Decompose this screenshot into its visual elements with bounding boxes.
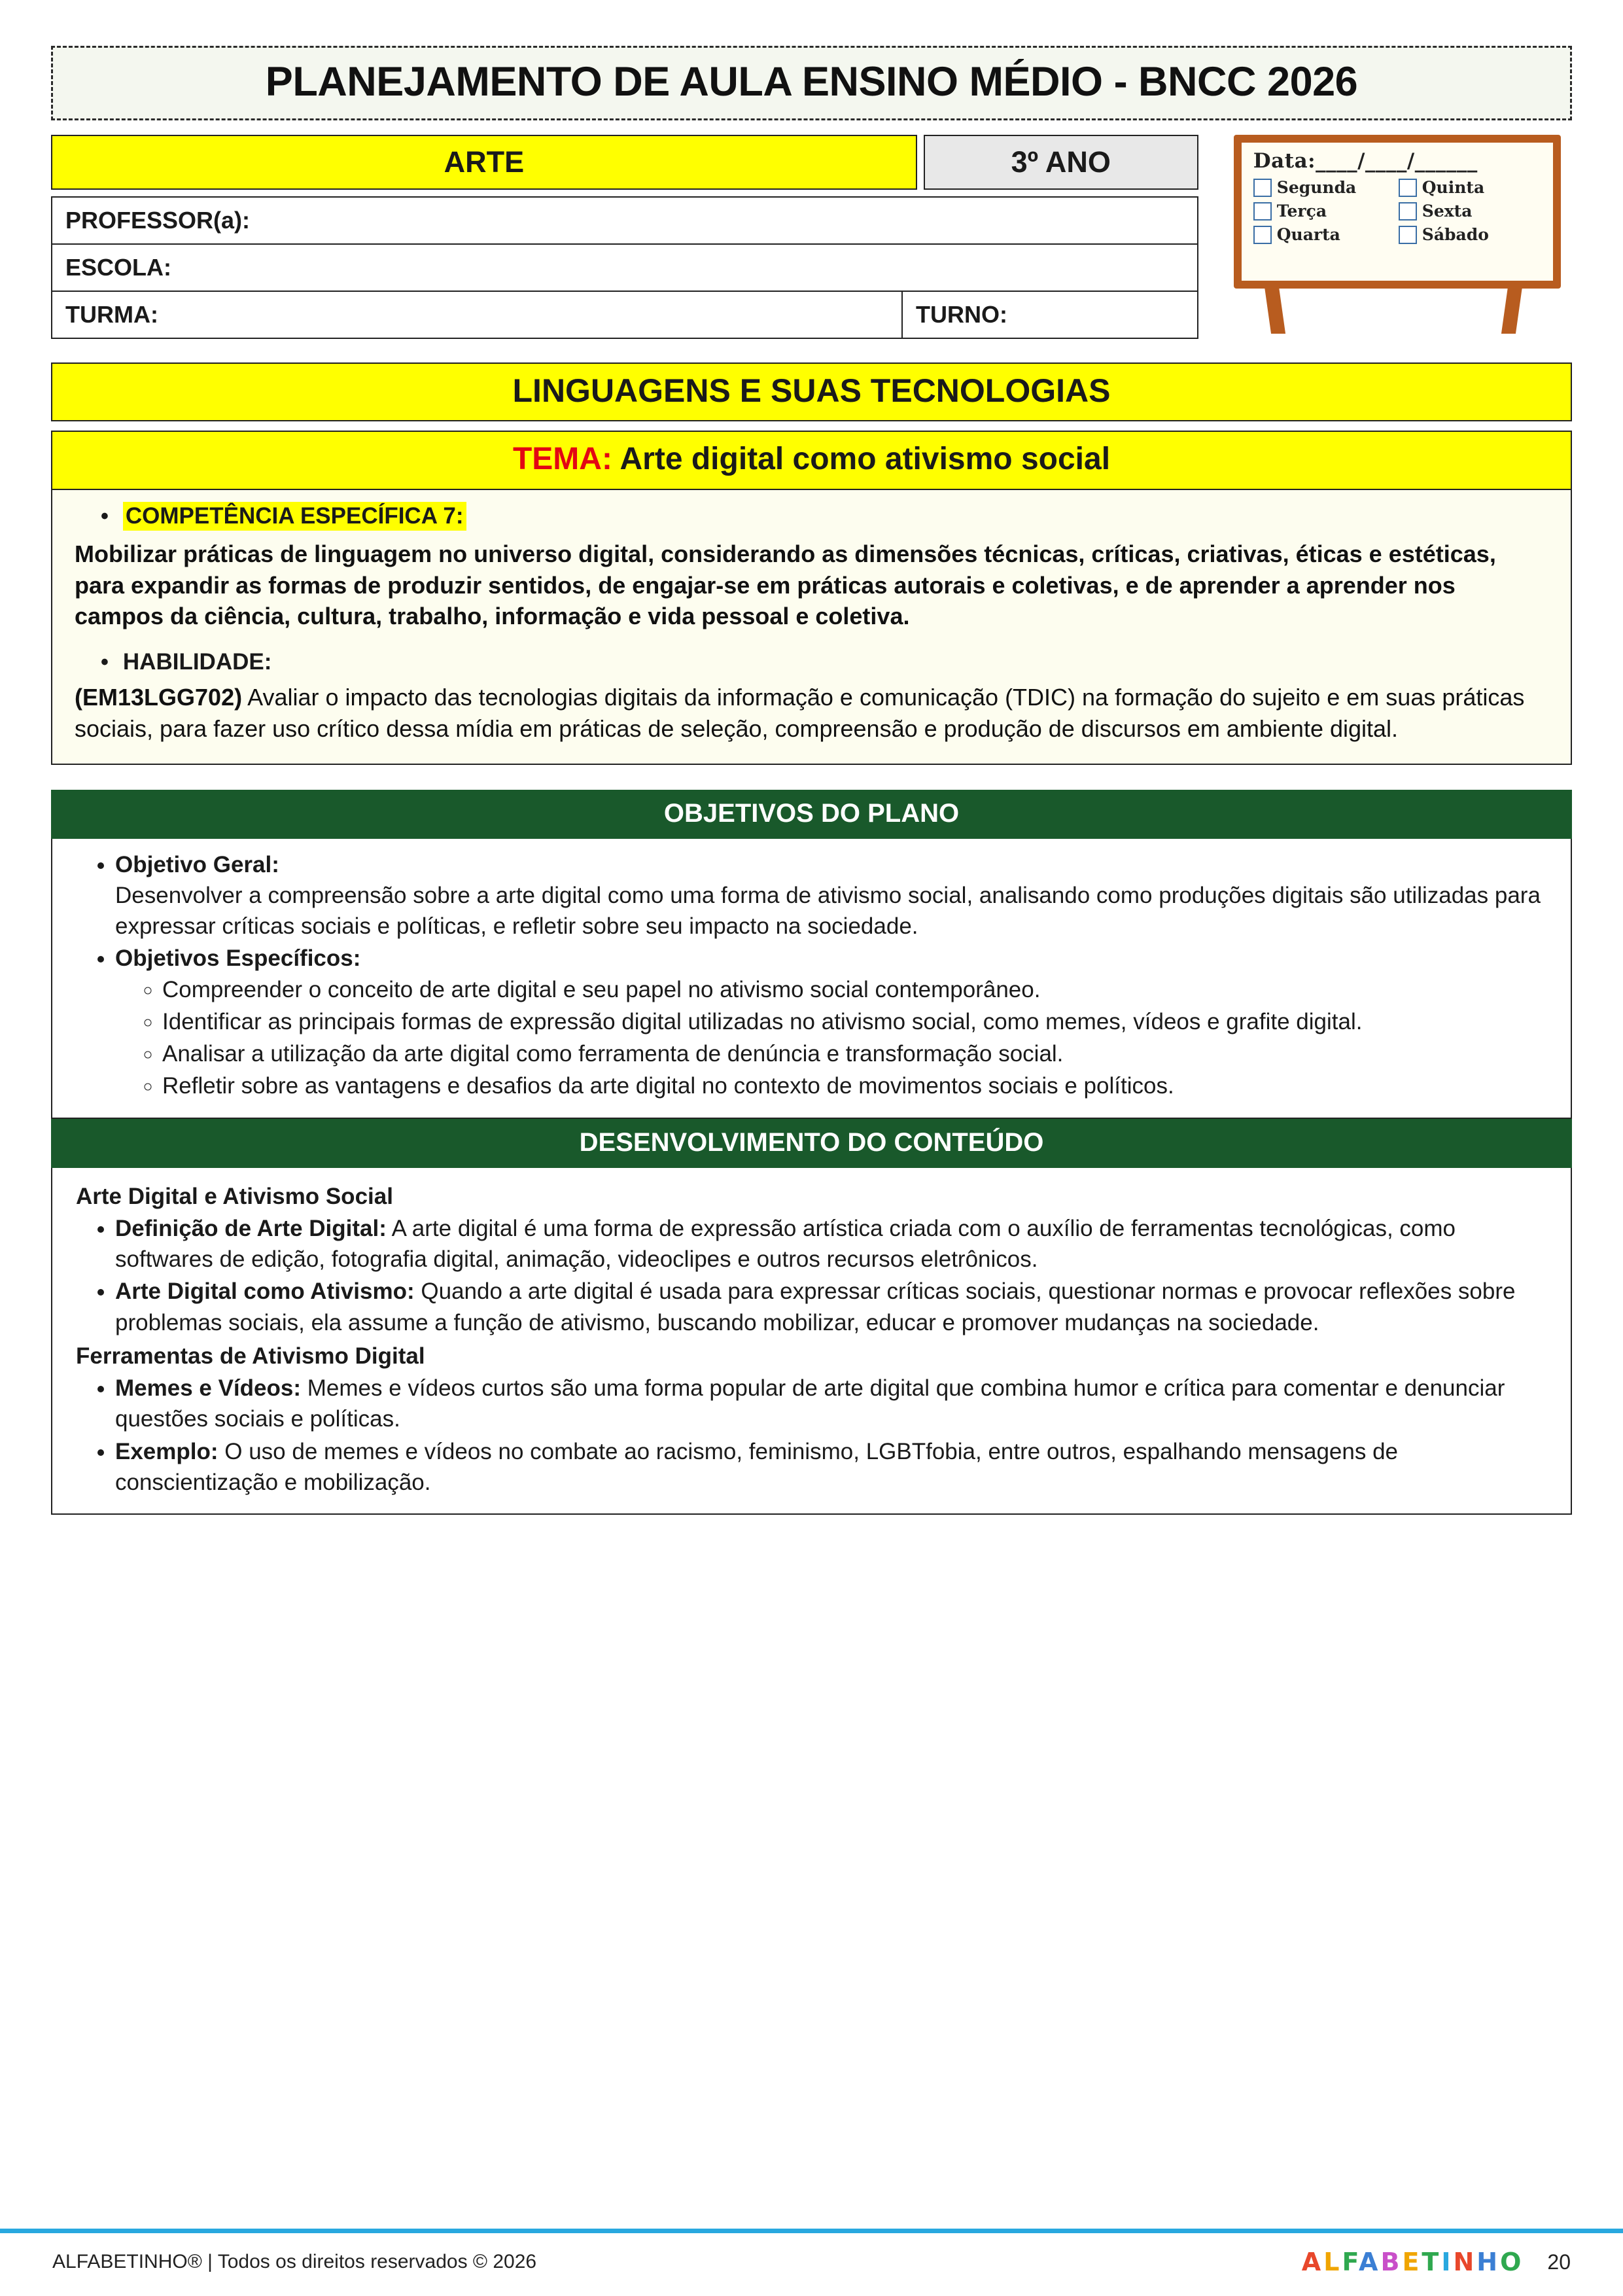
page-footer <box>0 2229 1623 2296</box>
weekday-item-segunda[interactable] <box>1253 178 1399 197</box>
checkbox-icon[interactable] <box>1253 179 1272 197</box>
list-item: ◦ Identificar as principais formas de expressão digital utilizadas no ativismo social, como memes, vídeos e grafite digital. <box>162 1006 1554 1037</box>
checkbox-icon[interactable] <box>1399 202 1417 221</box>
weekday-item-sexta[interactable] <box>1399 202 1544 221</box>
board-panel <box>1234 135 1561 289</box>
tema-value: Arte digital como ativismo social <box>620 442 1111 476</box>
table-row <box>52 245 1197 292</box>
competencia-text: Mobilizar práticas de linguagem no universo digital, considerando as dimensões técnicas, críticas, criativas, éticas e estéticas, para expandir as formas de produzir sentidos, de engajar-se em práticas autorais e coletivas, e de aprender a aprender nos campos da ciência, cultura, trabalho, informação e vida pessoal e coletiva. <box>75 540 1496 630</box>
subject-row <box>51 135 1198 190</box>
header-row <box>51 135 1572 351</box>
list-item <box>115 1276 1554 1338</box>
checkbox-icon[interactable] <box>1399 226 1417 244</box>
group-list <box>85 1213 1554 1338</box>
page-title-box <box>51 46 1572 120</box>
list-item <box>115 1213 1554 1275</box>
group-title: Ferramentas de Ativismo Digital <box>76 1343 425 1369</box>
habilidade-code: (EM13LGG702) <box>75 683 243 711</box>
weekday-item-quinta[interactable] <box>1399 178 1544 197</box>
objetivos-box <box>51 839 1572 1119</box>
weekday-item-sabado[interactable] <box>1399 225 1544 244</box>
page-title: PLANEJAMENTO DE AULA ENSINO MÉDIO - BNCC 2026 <box>265 59 1358 105</box>
item-text: Quando a arte digital é usada para expressar críticas sociais, questionar normas e provocar reflexões sobre problemas sociais, ela assume a função de ativismo, buscando mobilizar, educar e promover mudanças na sociedade. <box>115 1279 1516 1335</box>
checkbox-icon[interactable] <box>1399 179 1417 197</box>
weekday-item-quarta[interactable] <box>1253 225 1399 244</box>
list-item: ◦ Analisar a utilização da arte digital como ferramenta de denúncia e transformação social. <box>162 1038 1554 1069</box>
checkbox-icon[interactable] <box>1253 226 1272 244</box>
tema-box <box>51 431 1572 765</box>
spacer <box>51 765 1572 790</box>
weekday-label: Terça <box>1276 202 1327 221</box>
item-text: A arte digital é uma forma de expressão artística criada com o auxílio de ferramentas tecnológicas, como softwares de edição, fotografia digital, animação, videoclipes e outros recursos eletrônicos. <box>115 1215 1456 1273</box>
list-item: ◦ Refletir sobre as vantagens e desafios da arte digital no contexto de movimentos sociais e políticos. <box>162 1070 1554 1101</box>
objetivo-geral-text: Desenvolver a compreensão sobre a arte digital como uma forma de ativismo social, analisando como produções digitais são utilizadas para expressar críticas sociais e políticas, e refletir sobre seu impacto na sociedade. <box>115 882 1541 940</box>
competencia-bullet <box>101 502 1548 531</box>
subject-cell: ARTE <box>51 135 917 190</box>
item-term: Exemplo: <box>115 1438 218 1464</box>
item-text: O uso de memes e vídeos no combate ao racismo, feminismo, LGBTfobia, entre outros, espalhando mensagens de conscientização e mobilização. <box>115 1438 1399 1495</box>
tema-label: TEMA: <box>512 442 612 476</box>
item-term: Memes e Vídeos: <box>115 1375 301 1402</box>
section-header-objetivos: OBJETIVOS DO PLANO <box>51 790 1572 839</box>
header-left <box>51 135 1198 339</box>
board-leg-left <box>1265 287 1285 334</box>
footer-divider <box>0 2229 1623 2233</box>
desenvolvimento-box <box>51 1168 1572 1515</box>
objetivo-geral-label: Objetivo Geral: <box>115 851 279 877</box>
table-row <box>52 198 1197 245</box>
habilidade-body: Avaliar o impacto das tecnologias digitais da informação e comunicação (TDIC) na formação do sujeito e em suas práticas sociais, para fazer uso crítico dessa mídia em práticas de seleção, compreensão e produção de discursos em ambiente digital. <box>75 683 1525 743</box>
habilidade-label: HABILIDADE: <box>122 648 272 675</box>
weekday-label: Quinta <box>1422 178 1485 197</box>
list-item <box>115 1373 1554 1435</box>
tema-body <box>52 490 1571 764</box>
professor-field[interactable]: PROFESSOR(a): <box>65 207 251 234</box>
brand-logo: ALFABETINHO <box>1301 2248 1524 2276</box>
turma-field[interactable]: TURMA: <box>52 292 903 338</box>
copyright-text: ALFABETINHO® | Todos os direitos reservados © 2026 <box>52 2251 537 2272</box>
item-term: Definição de Arte Digital: <box>115 1215 387 1241</box>
section-header-desenvolvimento: DESENVOLVIMENTO DO CONTEÚDO <box>51 1119 1572 1168</box>
item-term: Arte Digital como Ativismo: <box>115 1279 415 1305</box>
escola-field[interactable]: ESCOLA: <box>65 254 171 281</box>
date-label[interactable]: Data:____/____/______ <box>1253 149 1478 173</box>
weekday-label: Quarta <box>1276 225 1340 244</box>
habilidade-bullet <box>101 649 1548 675</box>
table-row <box>52 292 1197 339</box>
weekday-label: Sábado <box>1422 225 1489 244</box>
checkbox-icon[interactable] <box>1253 202 1272 221</box>
info-table <box>51 196 1198 339</box>
board-leg-right <box>1501 287 1522 334</box>
item-text: Memes e vídeos curtos são uma forma popular de arte digital que combina humor e crítica para comentar e denunciar questões sociais e políticas. <box>115 1375 1505 1432</box>
objetivos-especificos-label: Objetivos Específicos: <box>115 945 361 972</box>
competencia-label: COMPETÊNCIA ESPECÍFICA 7: <box>123 502 466 531</box>
group-list <box>85 1373 1554 1498</box>
bullet-icon: • <box>101 649 109 675</box>
page-number: 20 <box>1547 2250 1571 2274</box>
list-item <box>115 849 1554 942</box>
objetivos-especificos-list <box>122 974 1554 1102</box>
list-item <box>115 1436 1554 1498</box>
list-item <box>115 943 1554 1101</box>
bullet-icon: • <box>101 504 109 529</box>
objetivos-list <box>85 849 1554 1102</box>
group-title: Arte Digital e Ativismo Social <box>76 1183 393 1209</box>
list-item: ◦ Compreender o conceito de arte digital e seu papel no ativismo social contemporâneo. <box>162 974 1554 1005</box>
weekday-label: Sexta <box>1422 202 1473 221</box>
tema-header <box>52 432 1571 490</box>
year-cell: 3º ANO <box>924 135 1198 190</box>
habilidade-text <box>75 682 1548 745</box>
weekday-label: Segunda <box>1276 178 1357 197</box>
footer-content <box>0 2233 1623 2296</box>
weekday-item-terca[interactable] <box>1253 202 1399 221</box>
turno-field[interactable]: TURNO: <box>916 301 1007 328</box>
date-board <box>1222 135 1572 351</box>
footer-right <box>1302 2248 1571 2276</box>
area-banner: LINGUAGENS E SUAS TECNOLOGIAS <box>51 362 1572 421</box>
weekday-list <box>1253 178 1544 249</box>
